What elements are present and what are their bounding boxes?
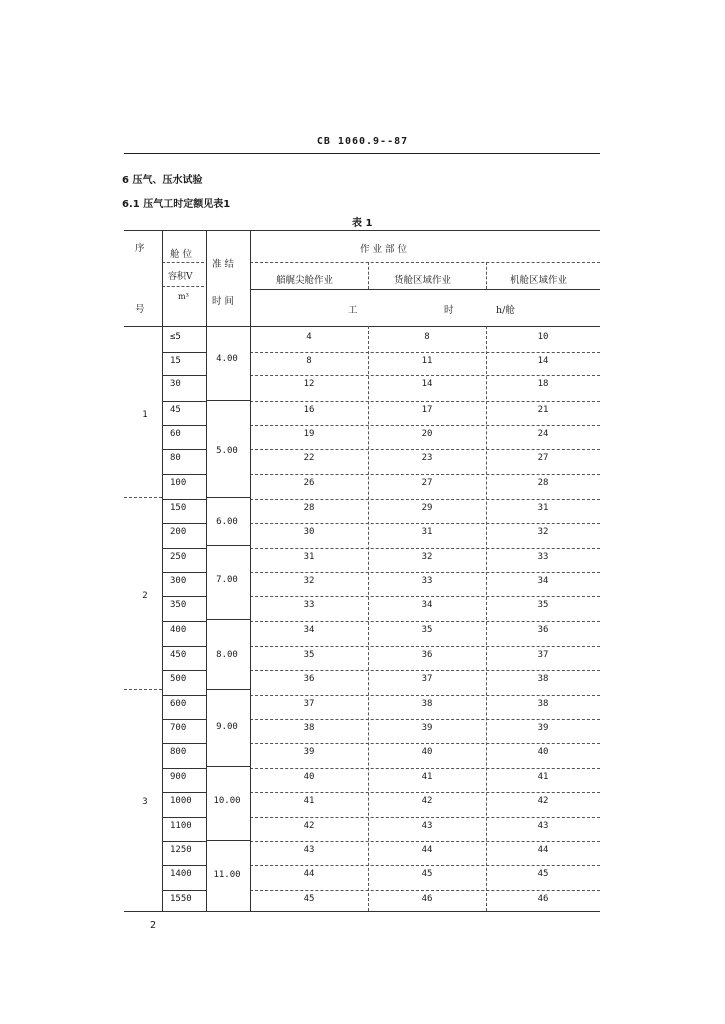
cell-volume: 30 (170, 379, 181, 389)
cell-engine-room-hours: 42 (537, 796, 549, 806)
prep-time: 7.00 (216, 575, 238, 585)
cell-cargo-hold-hours: 38 (421, 699, 433, 709)
table-title: 表 1 (352, 218, 373, 229)
cell-volume: 45 (170, 405, 181, 415)
section-6-heading: 6 压气、压水试验 (122, 175, 203, 186)
grid-line (206, 230, 207, 911)
cell-engine-room-hours: 39 (537, 723, 549, 733)
cell-engine-room-hours: 34 (537, 576, 549, 586)
cell-cargo-hold-hours: 40 (421, 747, 433, 757)
grid-line (162, 695, 206, 696)
grid-line (162, 646, 206, 647)
cell-cargo-hold-hours: 45 (421, 869, 433, 879)
cell-cargo-hold-hours: 14 (421, 379, 433, 389)
grid-line (162, 865, 206, 866)
cell-volume: 500 (170, 674, 187, 684)
header-seq-top: 序 (135, 243, 145, 254)
cell-engine-room-hours: 40 (537, 747, 549, 757)
prep-time: 9.00 (216, 722, 238, 732)
grid-line (206, 766, 250, 767)
grid-line (250, 768, 600, 769)
cell-cargo-hold-hours: 33 (421, 576, 433, 586)
cell-cargo-hold-hours: 23 (421, 453, 433, 463)
grid-line (124, 689, 162, 690)
cell-engine-room-hours: 44 (537, 845, 549, 855)
cell-engine-room-hours: 38 (537, 699, 549, 709)
cell-volume: 15 (170, 356, 181, 366)
cell-engine-room-hours: 45 (537, 869, 549, 879)
cell-engine-room-hours: 41 (537, 772, 549, 782)
cell-volume: 600 (170, 699, 187, 709)
cell-cargo-hold-hours: 34 (421, 600, 433, 610)
cell-engine-room-hours: 36 (537, 625, 549, 635)
grid-line (162, 425, 206, 426)
cell-engine-room-hours: 27 (537, 453, 549, 463)
header-bottom-rule (124, 326, 600, 327)
grid-line (250, 670, 600, 671)
cell-volume: 700 (170, 723, 187, 733)
grid-line (162, 262, 204, 263)
grid-line (162, 596, 206, 597)
grid-line (206, 545, 250, 546)
cell-bow-stern-hours: 32 (303, 576, 315, 586)
cell-volume: 400 (170, 625, 187, 635)
cell-volume: 450 (170, 650, 187, 660)
cell-engine-room-hours: 18 (537, 379, 549, 389)
cell-bow-stern-hours: 35 (303, 650, 315, 660)
prep-time: 6.00 (216, 517, 238, 527)
grid-line (206, 840, 250, 841)
grid-line (162, 548, 206, 549)
grid-line (250, 230, 251, 911)
cell-cargo-hold-hours: 17 (421, 405, 433, 415)
prep-time: 4.00 (216, 354, 238, 364)
cell-engine-room-hours: 38 (537, 674, 549, 684)
prep-time: 10.00 (213, 796, 241, 806)
grid-line (162, 375, 206, 376)
grid-line (124, 497, 162, 498)
cell-volume: 1400 (170, 869, 192, 879)
grid-line (162, 286, 204, 287)
grid-line (250, 375, 600, 376)
cell-cargo-hold-hours: 35 (421, 625, 433, 635)
cell-volume: 60 (170, 429, 181, 439)
cell-bow-stern-hours: 38 (303, 723, 315, 733)
grid-line (162, 743, 206, 744)
grid-line (206, 497, 250, 498)
header-unit-shi: 时 (444, 305, 454, 316)
header-work-area: 作 业 部 位 (360, 244, 408, 255)
cell-volume: 100 (170, 478, 187, 488)
grid-line (486, 262, 487, 289)
grid-line (162, 474, 206, 475)
cell-volume: 300 (170, 576, 187, 586)
cell-volume: 800 (170, 747, 187, 757)
grid-line (162, 230, 163, 911)
grid-line (250, 743, 600, 744)
cell-cargo-hold-hours: 41 (421, 772, 433, 782)
cell-engine-room-hours: 21 (537, 405, 549, 415)
grid-line (250, 890, 600, 891)
grid-line (162, 572, 206, 573)
cell-bow-stern-hours: 43 (303, 845, 315, 855)
cell-volume: 1250 (170, 845, 192, 855)
cell-bow-stern-hours: 33 (303, 600, 315, 610)
cell-bow-stern-hours: 4 (306, 332, 312, 342)
seq-group-3: 3 (142, 797, 148, 807)
cell-bow-stern-hours: 31 (303, 552, 315, 562)
cell-volume: 1550 (170, 894, 192, 904)
cell-engine-room-hours: 31 (537, 503, 549, 513)
grid-line (250, 401, 600, 402)
cell-bow-stern-hours: 44 (303, 869, 315, 879)
header-volume-line1: 舱 位 (170, 249, 193, 260)
cell-volume: ≤5 (170, 332, 181, 342)
grid-line (250, 621, 600, 622)
cell-engine-room-hours: 14 (537, 356, 549, 366)
cell-volume: 80 (170, 453, 181, 463)
grid-line (162, 621, 206, 622)
grid-line (368, 326, 369, 911)
standard-code: CB 1060.9--87 (316, 136, 409, 147)
grid-line (250, 695, 600, 696)
grid-line (162, 499, 206, 500)
cell-cargo-hold-hours: 43 (421, 821, 433, 831)
cell-volume: 1100 (170, 821, 192, 831)
cell-bow-stern-hours: 28 (303, 503, 315, 513)
cell-engine-room-hours: 24 (537, 429, 549, 439)
cell-cargo-hold-hours: 46 (421, 894, 433, 904)
cell-engine-room-hours: 43 (537, 821, 549, 831)
grid-line (250, 841, 600, 842)
cell-bow-stern-hours: 19 (303, 429, 315, 439)
cell-volume: 250 (170, 552, 187, 562)
header-col-cargo-hold: 货舱区域作业 (394, 275, 452, 286)
prep-time: 5.00 (216, 446, 238, 456)
cell-bow-stern-hours: 36 (303, 674, 315, 684)
header-unit-hours-per-hold: h/舱 (496, 305, 515, 316)
grid-line (250, 425, 600, 426)
cell-cargo-hold-hours: 11 (421, 356, 433, 366)
grid-line (206, 689, 250, 690)
header-unit-gong: 工 (348, 305, 358, 316)
cell-engine-room-hours: 28 (537, 478, 549, 488)
grid-line (162, 352, 206, 353)
seq-group-2: 2 (142, 591, 148, 601)
grid-line (162, 449, 206, 450)
prep-time: 8.00 (216, 650, 238, 660)
cell-cargo-hold-hours: 8 (424, 332, 430, 342)
cell-bow-stern-hours: 26 (303, 478, 315, 488)
grid-line (486, 326, 487, 911)
cell-cargo-hold-hours: 27 (421, 478, 433, 488)
table-top-rule (124, 230, 600, 231)
grid-line (250, 792, 600, 793)
header-rule (124, 153, 600, 154)
cell-bow-stern-hours: 42 (303, 821, 315, 831)
header-col-bow-stern: 艏艉尖舱作业 (276, 275, 334, 286)
header-col-engine-room: 机舱区域作业 (510, 275, 568, 286)
grid-line (162, 768, 206, 769)
grid-line (250, 449, 600, 450)
header-prep-line1: 准 结 (212, 259, 235, 270)
cell-cargo-hold-hours: 32 (421, 552, 433, 562)
grid-line (206, 619, 250, 620)
cell-bow-stern-hours: 16 (303, 405, 315, 415)
seq-group-1: 1 (142, 410, 148, 420)
cell-engine-room-hours: 32 (537, 527, 549, 537)
cell-bow-stern-hours: 12 (303, 379, 315, 389)
cell-cargo-hold-hours: 44 (421, 845, 433, 855)
grid-line (162, 817, 206, 818)
cell-bow-stern-hours: 41 (303, 796, 315, 806)
cell-engine-room-hours: 10 (537, 332, 549, 342)
cell-bow-stern-hours: 8 (306, 356, 312, 366)
header-volume-line2: 容积V (168, 272, 193, 282)
cell-engine-room-hours: 37 (537, 650, 549, 660)
grid-line (368, 262, 369, 289)
cell-engine-room-hours: 33 (537, 552, 549, 562)
cell-engine-room-hours: 35 (537, 600, 549, 610)
header-prep-line2: 时 间 (212, 296, 235, 307)
cell-cargo-hold-hours: 42 (421, 796, 433, 806)
cell-bow-stern-hours: 22 (303, 453, 315, 463)
grid-line (250, 474, 600, 475)
cell-bow-stern-hours: 30 (303, 527, 315, 537)
grid-line (250, 646, 600, 647)
grid-line (162, 523, 206, 524)
grid-line (250, 596, 600, 597)
grid-line (206, 400, 250, 401)
grid-line (250, 262, 600, 263)
cell-bow-stern-hours: 45 (303, 894, 315, 904)
cell-volume: 350 (170, 600, 187, 610)
cell-cargo-hold-hours: 29 (421, 503, 433, 513)
cell-bow-stern-hours: 40 (303, 772, 315, 782)
cell-cargo-hold-hours: 20 (421, 429, 433, 439)
grid-line (250, 352, 600, 353)
section-6-1-heading: 6.1 压气工时定额见表1 (122, 199, 231, 210)
header-seq-bottom: 号 (135, 304, 145, 315)
grid-line (162, 719, 206, 720)
cell-cargo-hold-hours: 37 (421, 674, 433, 684)
cell-cargo-hold-hours: 39 (421, 723, 433, 733)
cell-bow-stern-hours: 34 (303, 625, 315, 635)
header-volume-unit: m³ (178, 292, 189, 301)
prep-time: 11.00 (213, 870, 241, 880)
cell-engine-room-hours: 46 (537, 894, 549, 904)
grid-line (250, 865, 600, 866)
cell-bow-stern-hours: 39 (303, 747, 315, 757)
grid-line (162, 670, 206, 671)
cell-volume: 1000 (170, 796, 192, 806)
grid-line (162, 401, 206, 402)
grid-line (250, 719, 600, 720)
table-bottom-rule (124, 911, 600, 912)
cell-volume: 150 (170, 503, 187, 513)
grid-line (162, 841, 206, 842)
grid-line (250, 548, 600, 549)
grid-line (250, 817, 600, 818)
grid-line (162, 890, 206, 891)
cell-bow-stern-hours: 37 (303, 699, 315, 709)
grid-line (250, 572, 600, 573)
page-number: 2 (150, 920, 157, 931)
cell-volume: 200 (170, 527, 187, 537)
grid-line (250, 499, 600, 500)
grid-line (250, 289, 600, 290)
grid-line (250, 523, 600, 524)
cell-cargo-hold-hours: 31 (421, 527, 433, 537)
cell-volume: 900 (170, 772, 187, 782)
grid-line (162, 792, 206, 793)
cell-cargo-hold-hours: 36 (421, 650, 433, 660)
